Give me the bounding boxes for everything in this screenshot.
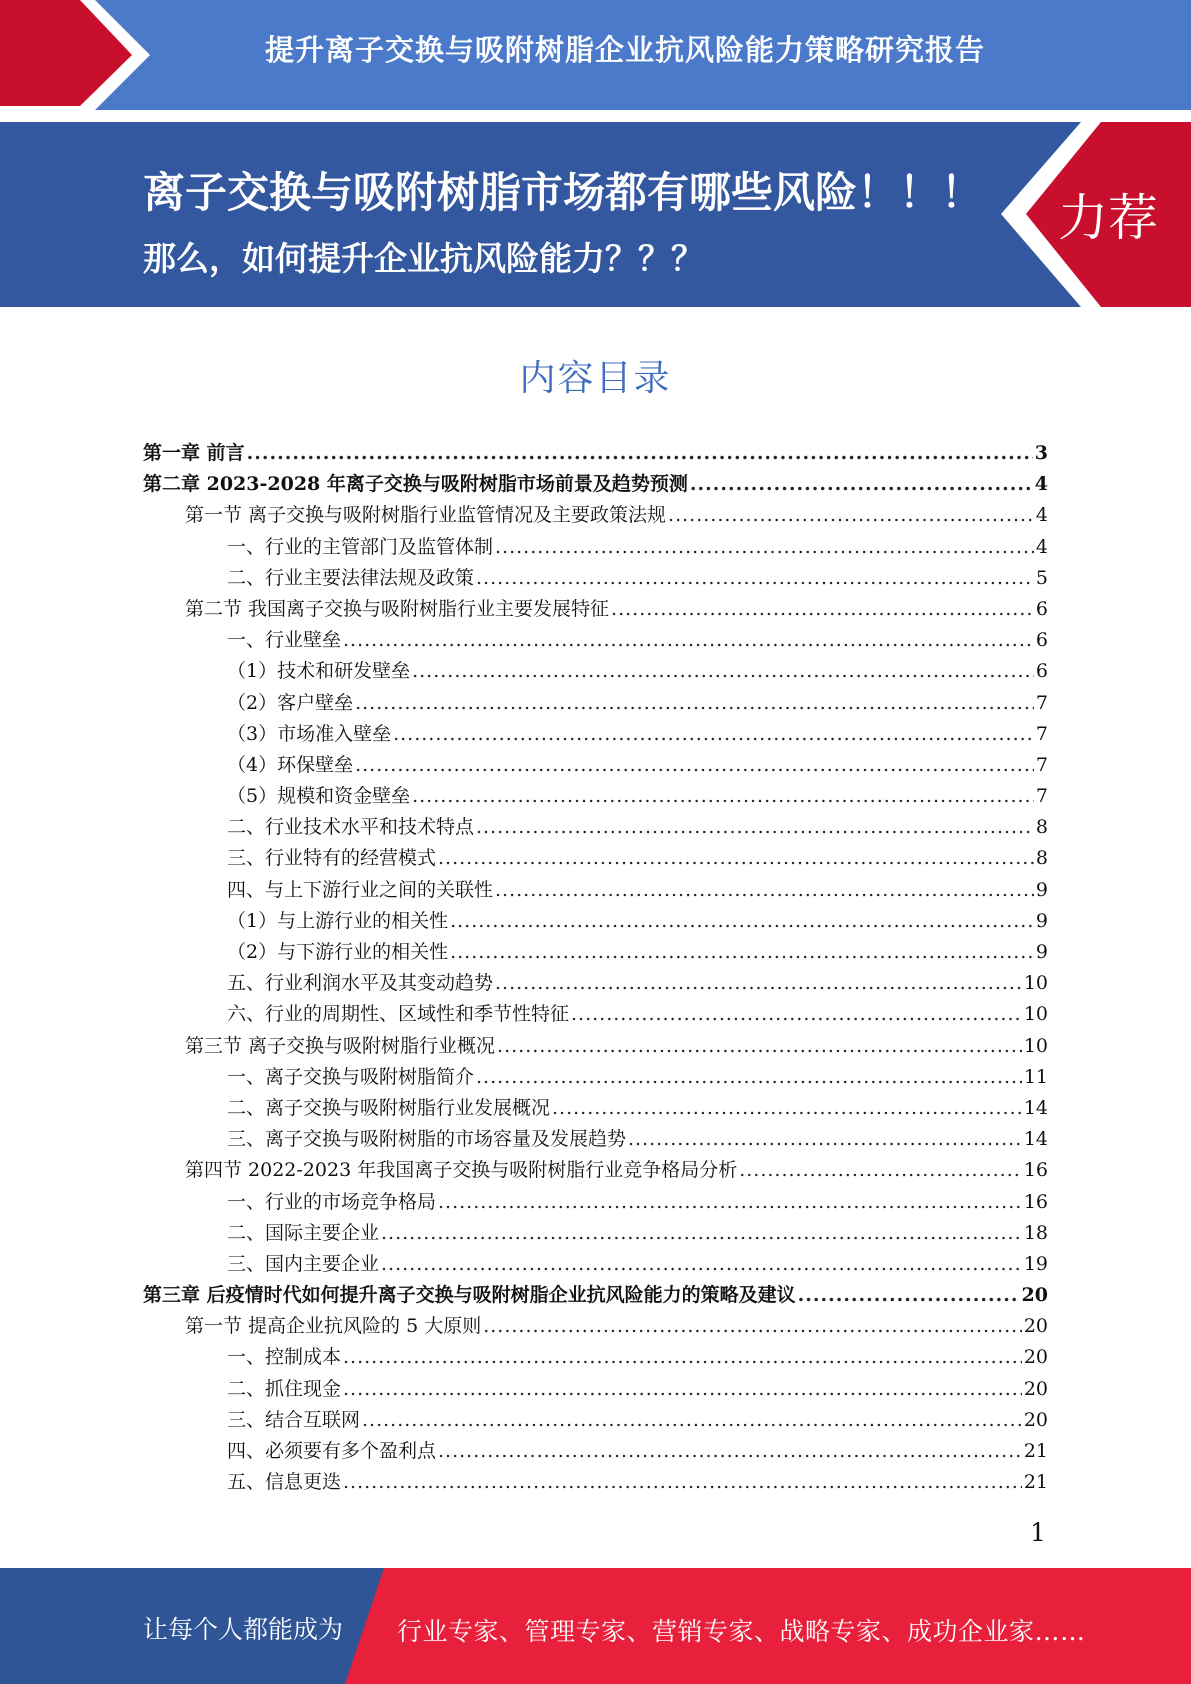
toc-entry[interactable] [143, 1218, 1048, 1249]
toc-entry-label: 第一章 前言 [143, 442, 245, 464]
toc-entry[interactable] [143, 594, 1048, 625]
toc-leader-dots [628, 1124, 1022, 1155]
toc-entry[interactable] [143, 1031, 1048, 1062]
toc-leader-dots [343, 1374, 1022, 1405]
toc-entry-label: 六、行业的周期性、区域性和季节性特征 [227, 1003, 570, 1026]
toc-entry-page: 4 [1034, 473, 1048, 496]
toc-entry-label: 一、行业的主管部门及监管体制 [227, 535, 494, 558]
table-of-contents [143, 438, 1048, 1498]
toc-entry-label: 一、行业的市场竞争格局 [227, 1190, 437, 1213]
toc-heading: 内容目录 [519, 358, 672, 399]
toc-entry-label: 三、国内主要企业 [227, 1252, 380, 1275]
toc-entry[interactable] [143, 688, 1048, 719]
toc-leader-dots [438, 1187, 1022, 1218]
toc-entry-label: 二、国际主要企业 [227, 1221, 380, 1244]
toc-entry-label: 二、离子交换与吸附树脂行业发展概况 [227, 1096, 551, 1119]
toc-entry-page: 14 [1023, 1128, 1048, 1151]
toc-entry-page: 7 [1035, 691, 1048, 714]
toc-leader-dots [412, 656, 1034, 687]
toc-entry-page: 16 [1023, 1190, 1048, 1213]
toc-entry-page: 6 [1035, 660, 1048, 683]
toc-entry[interactable] [143, 1062, 1048, 1093]
toc-entry[interactable] [143, 937, 1048, 968]
toc-entry[interactable] [143, 1280, 1048, 1311]
toc-entry[interactable] [143, 1187, 1048, 1218]
toc-entry[interactable] [143, 1093, 1048, 1124]
toc-entry[interactable] [143, 1124, 1048, 1155]
toc-entry[interactable] [143, 1249, 1048, 1280]
toc-leader-dots [450, 906, 1034, 937]
toc-leader-dots [381, 1218, 1022, 1249]
toc-entry-page: 10 [1023, 1003, 1048, 1026]
toc-leader-dots [412, 781, 1034, 812]
page-number: 1 [1030, 1518, 1046, 1547]
hero-subheadline: 那么，如何提升企业抗风险能力？？？ [143, 239, 704, 278]
toc-entry[interactable] [143, 1436, 1048, 1467]
toc-entry-label: 三、行业特有的经营模式 [227, 847, 437, 870]
toc-entry-page: 7 [1035, 722, 1048, 745]
recommend-badge: 力荐 [1058, 189, 1158, 247]
toc-entry[interactable] [143, 843, 1048, 874]
toc-entry[interactable] [143, 563, 1048, 594]
toc-entry[interactable] [143, 656, 1048, 687]
toc-entry[interactable] [143, 875, 1048, 906]
hero-headline: 离子交换与吸附树脂市场都有哪些风险！！！ [143, 168, 984, 217]
toc-entry-label: 一、控制成本 [227, 1346, 342, 1369]
toc-entry-page: 19 [1023, 1252, 1048, 1275]
toc-entry-label: （2）客户壁垒 [227, 691, 354, 714]
toc-entry[interactable] [143, 781, 1048, 812]
toc-entry[interactable] [143, 812, 1048, 843]
footer-slogan-right: 行业专家、管理专家、营销专家、战略专家、成功企业家…… [397, 1617, 1086, 1646]
toc-leader-dots [476, 812, 1034, 843]
toc-entry-page: 11 [1023, 1065, 1048, 1088]
toc-leader-dots [495, 532, 1034, 563]
toc-entry-label: 第一节 提高企业抗风险的 5 大原则 [185, 1315, 482, 1338]
toc-entry-page: 18 [1023, 1221, 1048, 1244]
toc-entry[interactable] [143, 532, 1048, 563]
toc-entry-page: 9 [1035, 941, 1048, 963]
toc-entry-label: 五、行业利润水平及其变动趋势 [227, 972, 494, 995]
toc-entry[interactable] [143, 438, 1048, 469]
toc-entry-page: 21 [1023, 1471, 1048, 1494]
toc-leader-dots [247, 438, 1033, 469]
toc-entry[interactable] [143, 750, 1048, 781]
toc-entry-label: 第二节 我国离子交换与吸附树脂行业主要发展特征 [185, 597, 610, 620]
toc-entry-page: 8 [1035, 816, 1048, 839]
toc-entry[interactable] [143, 999, 1048, 1030]
toc-leader-dots [552, 1093, 1022, 1124]
toc-entry-label: 一、离子交换与吸附树脂简介 [227, 1065, 475, 1088]
toc-entry-page: 20 [1021, 1284, 1048, 1307]
toc-entry[interactable] [143, 1467, 1048, 1498]
toc-leader-dots [476, 1062, 1022, 1093]
toc-entry-page: 14 [1023, 1096, 1048, 1119]
toc-entry-page: 20 [1023, 1408, 1048, 1431]
toc-leader-dots [798, 1280, 1020, 1311]
toc-leader-dots [450, 937, 1034, 968]
toc-entry-page: 9 [1035, 909, 1048, 932]
toc-entry-page: 20 [1023, 1315, 1048, 1338]
toc-entry-label: 第三章 后疫情时代如何提升离子交换与吸附树脂企业抗风险能力的策略及建议 [143, 1284, 796, 1307]
toc-entry-label: 二、行业主要法律法规及政策 [227, 566, 475, 589]
toc-leader-dots [497, 1031, 1022, 1062]
toc-leader-dots [483, 1311, 1022, 1342]
toc-entry-page: 5 [1035, 566, 1048, 589]
toc-leader-dots [495, 875, 1034, 906]
toc-leader-dots [343, 625, 1034, 656]
toc-leader-dots [355, 750, 1034, 781]
toc-entry-label: 五、信息更迭 [227, 1471, 342, 1494]
toc-entry-label: （4）环保壁垒 [227, 753, 354, 776]
toc-entry-page: 8 [1035, 847, 1048, 870]
top-chevron-decoration [0, 0, 160, 112]
toc-leader-dots [438, 843, 1034, 874]
toc-leader-dots [438, 1436, 1022, 1467]
toc-entry-label: （3）市场准入壁垒 [227, 722, 392, 745]
toc-entry[interactable] [143, 1374, 1048, 1405]
toc-entry[interactable] [143, 968, 1048, 999]
toc-entry-page: 16 [1023, 1159, 1048, 1182]
toc-entry-page: 6 [1035, 597, 1048, 620]
toc-entry-page: 7 [1035, 785, 1048, 808]
toc-entry-page: 9 [1035, 878, 1048, 901]
toc-entry-label: 一、行业壁垒 [227, 629, 342, 652]
toc-entry-label: 第三节 离子交换与吸附树脂行业概况 [185, 1034, 496, 1057]
toc-entry-label: 三、结合互联网 [227, 1408, 361, 1431]
toc-leader-dots [739, 1155, 1022, 1186]
toc-entry-page: 10 [1023, 1034, 1048, 1057]
toc-entry-label: （1）技术和研发壁垒 [227, 660, 411, 683]
toc-leader-dots [571, 999, 1022, 1030]
toc-leader-dots [343, 1342, 1022, 1373]
toc-leader-dots [611, 594, 1034, 625]
toc-entry-page: 7 [1035, 753, 1048, 776]
toc-entry[interactable] [143, 906, 1048, 937]
toc-entry[interactable] [143, 469, 1048, 500]
toc-leader-dots [668, 500, 1034, 531]
toc-entry-label: 二、行业技术水平和技术特点 [227, 816, 475, 839]
toc-entry[interactable] [143, 1342, 1048, 1373]
toc-entry[interactable] [143, 625, 1048, 656]
toc-entry[interactable] [143, 1405, 1048, 1436]
footer-slogan-left: 让每个人都能成为 [143, 1615, 344, 1644]
toc-entry[interactable] [143, 719, 1048, 750]
toc-leader-dots [495, 968, 1022, 999]
toc-entry-label: 四、与上下游行业之间的关联性 [227, 878, 494, 901]
toc-leader-dots [355, 688, 1034, 719]
toc-entry-label: （5）规模和资金壁垒 [227, 785, 411, 808]
toc-entry-page: 3 [1034, 442, 1048, 464]
toc-leader-dots [476, 563, 1034, 594]
toc-entry-label: 四、必须要有多个盈利点 [227, 1440, 437, 1462]
toc-entry-label: 三、离子交换与吸附树脂的市场容量及发展趋势 [227, 1128, 627, 1151]
toc-entry-page: 21 [1023, 1440, 1048, 1462]
toc-leader-dots [343, 1467, 1022, 1498]
toc-entry-label: 第一节 离子交换与吸附树脂行业监管情况及主要政策法规 [185, 504, 667, 527]
toc-entry-label: （2）与下游行业的相关性 [227, 941, 449, 963]
toc-entry-page: 20 [1023, 1377, 1048, 1400]
toc-entry[interactable] [143, 500, 1048, 531]
toc-entry-page: 6 [1035, 629, 1048, 652]
toc-entry-page: 4 [1035, 504, 1048, 527]
toc-entry-label: 二、抓住现金 [227, 1377, 342, 1400]
toc-entry-label: 第二章 2023-2028 年离子交换与吸附树脂市场前景及趋势预测 [143, 473, 688, 496]
toc-leader-dots [690, 469, 1033, 500]
toc-entry-label: （1）与上游行业的相关性 [227, 909, 449, 932]
toc-entry[interactable] [143, 1311, 1048, 1342]
toc-leader-dots [381, 1249, 1022, 1280]
toc-entry-page: 10 [1023, 972, 1048, 995]
toc-entry-page: 4 [1035, 535, 1048, 558]
toc-entry-label: 第四节 2022-2023 年我国离子交换与吸附树脂行业竞争格局分析 [185, 1159, 738, 1182]
report-title: 提升离子交换与吸附树脂企业抗风险能力策略研究报告 [264, 33, 985, 67]
toc-leader-dots [393, 719, 1034, 750]
toc-leader-dots [362, 1405, 1022, 1436]
toc-entry-page: 20 [1023, 1346, 1048, 1369]
toc-entry[interactable] [143, 1155, 1048, 1186]
